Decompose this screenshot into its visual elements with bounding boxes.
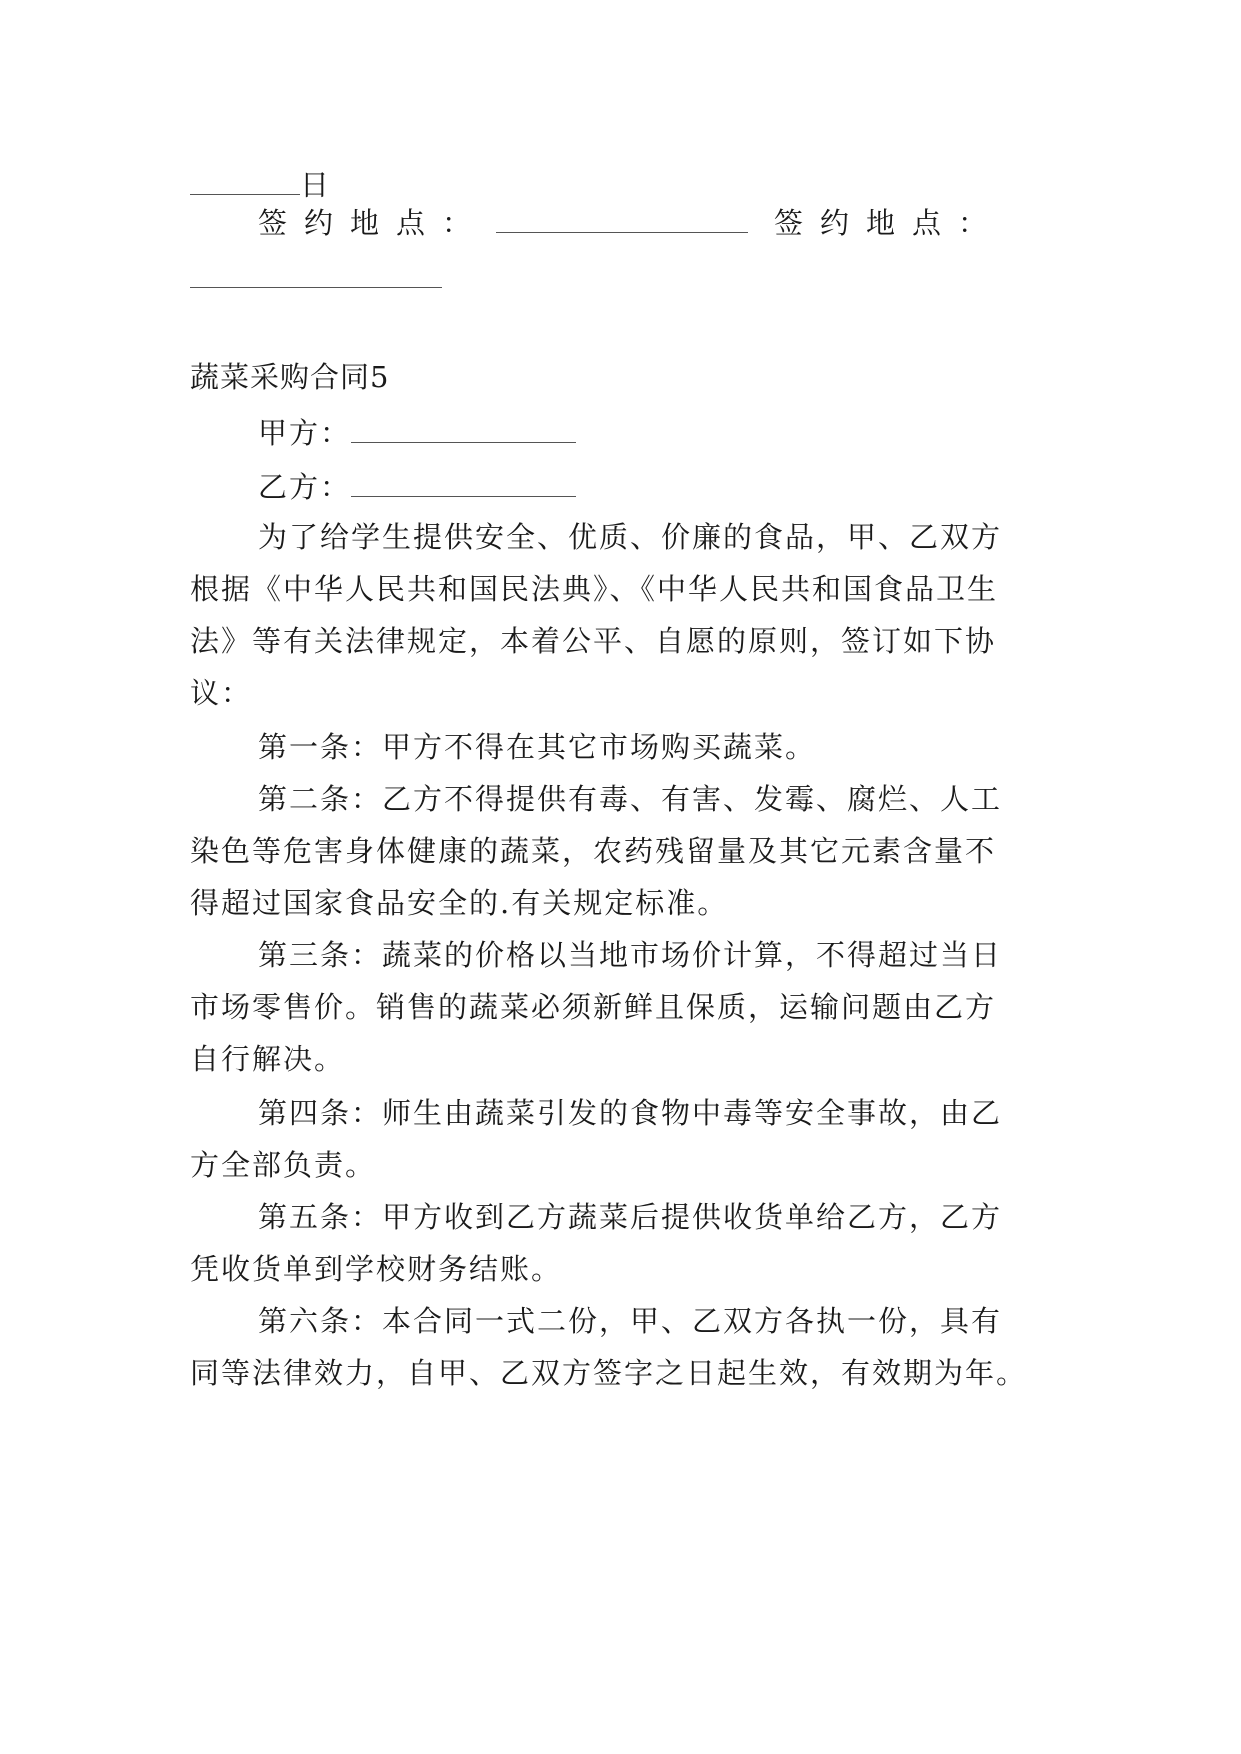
article-6-line-2: 同等法律效力，自甲、乙双方签字之日起生效，有效期为年。 <box>190 1356 1028 1390</box>
article-4-line-2: 方全部负责。 <box>190 1148 377 1182</box>
intro-line-2: 根据《中华人民共和国民法典》、《中华人民共和国食品卫生 <box>190 572 999 606</box>
intro-line-3: 法》等有关法律规定，本着公平、自愿的原则，签订如下协 <box>190 624 997 658</box>
intro-line-1: 为了给学生提供安全、优质、价廉的食品，甲、乙双方 <box>258 520 1003 554</box>
party-a-line <box>258 413 1050 453</box>
sign-place-label-1: 签约地点： <box>258 206 489 240</box>
article-3-line-2: 市场零售价。销售的蔬菜必须新鲜且保质，运输问题由乙方 <box>190 990 997 1024</box>
party-b-line <box>258 467 1050 507</box>
sign-place-blank-2 <box>190 261 442 288</box>
contract-title: 蔬菜采购合同5 <box>190 360 390 394</box>
article-5-line-1: 第五条：甲方收到乙方蔬菜后提供收货单给乙方，乙方 <box>258 1200 1003 1234</box>
sign-place-line <box>258 203 1118 243</box>
article-6-line-1: 第六条：本合同一式二份，甲、乙双方各执一份，具有 <box>258 1304 1003 1338</box>
party-b-label: 乙方： <box>258 470 352 504</box>
day-blank <box>190 168 300 195</box>
article-3-line-1: 第三条：蔬菜的价格以当地市场价计算，不得超过当日 <box>258 938 1003 972</box>
article-2-line-3: 得超过国家食品安全的.有关规定标准。 <box>190 886 729 920</box>
intro-line-4: 议： <box>190 676 253 710</box>
article-2-line-2: 染色等危害身体健康的蔬菜，农药残留量及其它元素含量不 <box>190 834 997 868</box>
article-2-line-1: 第二条：乙方不得提供有毒、有害、发霉、腐烂、人工 <box>258 782 1003 816</box>
party-b-blank <box>351 470 576 497</box>
article-4-line-1: 第四条：师生由蔬菜引发的食物中毒等安全事故，由乙 <box>258 1096 1003 1130</box>
sign-place-blank-1 <box>496 206 748 233</box>
article-1-line-1: 第一条：甲方不得在其它市场购买蔬菜。 <box>258 730 817 764</box>
day-label: 日 <box>300 168 332 202</box>
party-a-label: 甲方： <box>258 416 352 450</box>
party-a-blank <box>351 416 576 443</box>
article-3-line-3: 自行解决。 <box>190 1042 346 1076</box>
date-line <box>190 165 1050 205</box>
article-5-line-2: 凭收货单到学校财务结账。 <box>190 1252 563 1286</box>
sign-place-blank-line <box>190 258 1050 298</box>
sign-place-label-2: 签约地点： <box>774 206 1005 240</box>
